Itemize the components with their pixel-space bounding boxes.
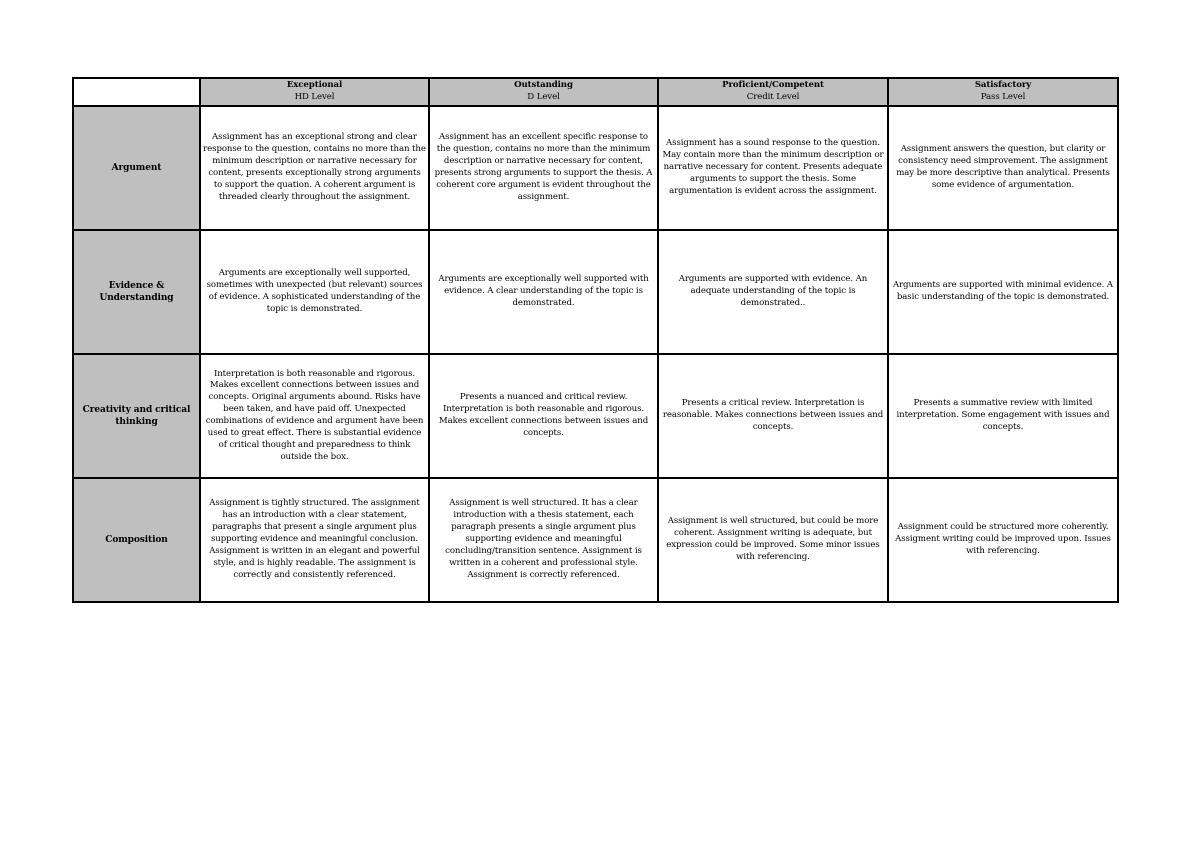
rubric-cell: Arguments are supported with evidence. An adequate understanding of the topic is demonstrated.. bbox=[658, 230, 888, 354]
level-name: Satisfactory bbox=[974, 80, 1032, 91]
level-name: Outstanding bbox=[514, 80, 573, 91]
column-header-outstanding bbox=[429, 78, 658, 106]
rubric-cell: Arguments are exceptionally well supported, sometimes with unexpected (but relevant) sources of evidence. A sophisticated understanding of the topic is demonstrated. bbox=[200, 230, 429, 354]
column-header-exceptional bbox=[200, 78, 429, 106]
criterion-label: Creativity and critical thinking bbox=[73, 354, 200, 478]
level-grade: HD Level bbox=[294, 92, 335, 102]
rubric-row-evidence bbox=[73, 230, 1118, 354]
rubric-cell: Assignment is well structured, but could be more coherent. Assignment writing is adequate, but expression could be improved. Some minor issues with referencing. bbox=[658, 478, 888, 602]
rubric-cell: Assignment answers the question, but clarity or consistency need simprovement. The assignment may be more descriptive than analytical. Presents some evidence of argumentation. bbox=[888, 106, 1118, 230]
level-name: Exceptional bbox=[286, 80, 343, 91]
rubric-cell: Assignment has an excellent specific response to the question, contains no more than the minimum description or narrative necessary for content, presents strong arguments to support the thesis. A coherent core argument is evident throughout the assignment. bbox=[429, 106, 658, 230]
rubric-header-row bbox=[73, 78, 1118, 106]
rubric-cell: Interpretation is both reasonable and rigorous. Makes excellent connections between issues and concepts. Original arguments abound. Risks have been taken, and have paid off. Unexpected combinations of evidence and argument have been used to great effect. There is substantial evidence of critical thought and preparedness to think outside the box. bbox=[200, 354, 429, 478]
criterion-label: Argument bbox=[73, 106, 200, 230]
level-grade: Credit Level bbox=[746, 92, 800, 102]
rubric-cell: Arguments are supported with minimal evidence. A basic understanding of the topic is demonstrated. bbox=[888, 230, 1118, 354]
rubric-cell: Presents a summative review with limited interpretation. Some engagement with issues and concepts. bbox=[888, 354, 1118, 478]
column-header-proficient bbox=[658, 78, 888, 106]
level-grade: D Level bbox=[527, 92, 560, 102]
rubric-cell: Assignment could be structured more coherently. Assigment writing could be improved upon. Issues with referencing. bbox=[888, 478, 1118, 602]
rubric-row-creativity bbox=[73, 354, 1118, 478]
rubric-cell: Arguments are exceptionally well supported with evidence. A clear understanding of the topic is demonstrated. bbox=[429, 230, 658, 354]
rubric-cell: Presents a nuanced and critical review. Interpretation is both reasonable and rigorous. Makes excellent connections between issues and concepts. bbox=[429, 354, 658, 478]
criterion-label: Composition bbox=[73, 478, 200, 602]
rubric-row-composition bbox=[73, 478, 1118, 602]
rubric-cell: Presents a critical review. Interpretation is reasonable. Makes connections between issues and concepts. bbox=[658, 354, 888, 478]
criterion-label: Evidence & Understanding bbox=[73, 230, 200, 354]
rubric-cell: Assignment has an exceptional strong and clear response to the question, contains no more than the minimum description or narrative necessary for content, presents exceptionally strong arguments to support the quation. A coherent argument is threaded clearly throughout the assignment. bbox=[200, 106, 429, 230]
level-grade: Pass Level bbox=[980, 92, 1026, 102]
level-name: Proficient/Competent bbox=[722, 80, 824, 91]
rubric-cell: Assignment is tightly structured. The assignment has an introduction with a clear statement, paragraphs that present a single argument plus supporting evidence and meaningful conclusion. Assignment is written in an elegant and powerful style, and is highly readable. The assignment is correctly and consistently referenced. bbox=[200, 478, 429, 602]
corner-cell bbox=[73, 78, 200, 106]
rubric-cell: Assignment is well structured. It has a clear introduction with a thesis statement, each paragraph presents a single argument plus supporting evidence and meaningful concluding/transition sentence. Assignment is written in a coherent and professional style. Assignment is correctly referenced. bbox=[429, 478, 658, 602]
column-header-satisfactory bbox=[888, 78, 1118, 106]
rubric-table bbox=[72, 77, 1119, 603]
rubric-cell: Assignment has a sound response to the question. May contain more than the minimum description or narrative necessary for content. Presents adequate arguments to support the thesis. Some argumentation is evident across the assignment. bbox=[658, 106, 888, 230]
rubric-row-argument bbox=[73, 106, 1118, 230]
